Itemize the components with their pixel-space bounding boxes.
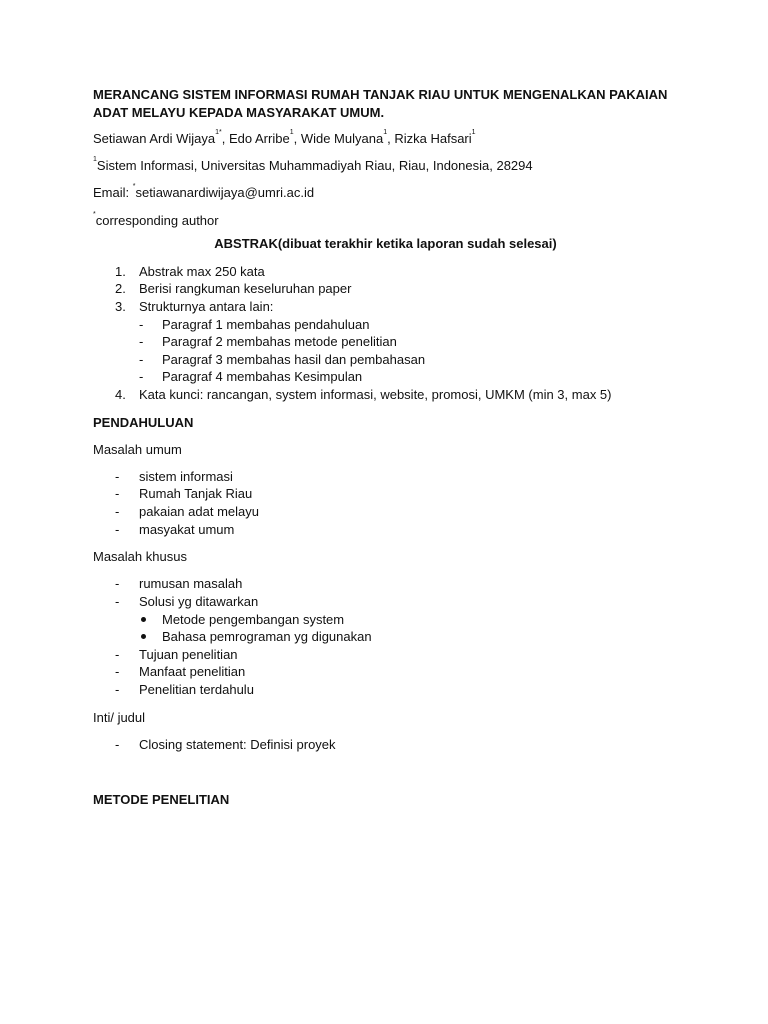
list-item bbox=[93, 628, 678, 646]
list-item-text: Paragraf 4 membahas Kesimpulan bbox=[162, 369, 363, 385]
list-item-text: Solusi yg ditawarkan bbox=[139, 594, 259, 610]
list-item bbox=[93, 351, 678, 369]
masalah-khusus-label: Masalah khusus bbox=[93, 549, 187, 565]
list-item-text: Bahasa pemrograman yg digunakan bbox=[162, 629, 372, 645]
list-item-text: Paragraf 1 membahas pendahuluan bbox=[162, 316, 370, 332]
abstract-heading: ABSTRAK(dibuat terakhir ketika laporan sudah selesai) bbox=[214, 236, 557, 252]
list-item-text: Tujuan penelitian bbox=[139, 646, 238, 662]
author-separator: , bbox=[387, 131, 395, 146]
inti-judul-list bbox=[93, 736, 678, 754]
author-superscript: 1* bbox=[215, 129, 222, 136]
paper-title: MERANCANG SISTEM INFORMASI RUMAH TANJAK RIAU UNTUK MENGENALKAN PAKAIAN ADAT MELAYU KEPADA MASYARAKAT UMUM. bbox=[93, 87, 668, 120]
list-marker: - bbox=[115, 594, 120, 610]
list-item bbox=[93, 333, 678, 351]
list-item bbox=[93, 280, 678, 298]
email-superscript: * bbox=[132, 183, 136, 191]
affiliation-text: Sistem Informasi, Universitas Muhammadiyah Riau, Riau, Indonesia, 28294 bbox=[96, 158, 533, 174]
bullet-icon bbox=[139, 611, 159, 629]
list-item bbox=[93, 736, 678, 754]
author-line bbox=[93, 130, 678, 148]
list-item bbox=[93, 386, 678, 404]
list-item-text: Paragraf 2 membahas metode penelitian bbox=[162, 334, 397, 350]
list-item-text: masyakat umum bbox=[139, 521, 235, 537]
list-item-text: Abstrak max 250 kata bbox=[139, 263, 265, 279]
list-marker: - bbox=[115, 576, 120, 592]
list-item bbox=[93, 611, 678, 629]
list-marker: - bbox=[139, 351, 144, 367]
list-marker: 2. bbox=[115, 281, 126, 297]
list-item bbox=[93, 575, 678, 593]
list-item bbox=[93, 263, 678, 281]
pendahuluan-heading: PENDAHULUAN bbox=[93, 414, 194, 430]
list-item-text: Paragraf 3 membahas hasil dan pembahasan bbox=[162, 351, 426, 367]
author-name: Wide Mulyana bbox=[300, 131, 384, 146]
list-marker: - bbox=[139, 369, 144, 385]
list-marker: 4. bbox=[115, 386, 126, 402]
list-item-text: Closing statement: Definisi proyek bbox=[139, 736, 336, 752]
author-superscript: 1 bbox=[383, 129, 388, 136]
list-marker: - bbox=[115, 486, 120, 502]
list-item bbox=[93, 663, 678, 681]
corresponding-superscript: * bbox=[93, 210, 96, 218]
document-page bbox=[93, 86, 678, 819]
list-marker: - bbox=[115, 521, 120, 537]
masalah-umum-label: Masalah umum bbox=[93, 441, 182, 457]
metode-penelitian-heading: METODE PENELITIAN bbox=[93, 792, 230, 808]
list-item-text: rumusan masalah bbox=[139, 576, 243, 592]
author-superscript: 1 bbox=[471, 129, 476, 136]
list-item-text: Manfaat penelitian bbox=[139, 664, 246, 680]
email-address: setiawanardiwijaya@umri.ac.id bbox=[135, 185, 315, 201]
list-item-text: Strukturnya antara lain: bbox=[139, 298, 274, 314]
list-item-text: pakaian adat melayu bbox=[139, 504, 259, 520]
list-item bbox=[93, 485, 678, 503]
list-marker: 1. bbox=[115, 263, 126, 279]
list-marker: - bbox=[115, 646, 120, 662]
list-item bbox=[93, 593, 678, 611]
list-marker: - bbox=[115, 664, 120, 680]
list-marker: 3. bbox=[115, 298, 126, 314]
list-marker: - bbox=[115, 468, 120, 484]
inti-judul-label: Inti/ judul bbox=[93, 709, 146, 725]
affiliation-line bbox=[93, 157, 678, 175]
list-item bbox=[93, 298, 678, 316]
blank-line bbox=[93, 763, 678, 791]
list-item-text: Metode pengembangan system bbox=[162, 611, 345, 627]
affiliation-superscript: 1 bbox=[93, 156, 97, 164]
corresponding-author-line bbox=[93, 212, 678, 230]
author-superscript: 1 bbox=[289, 129, 294, 136]
list-item-text: Kata kunci: rancangan, system informasi, website, promosi, UMKM (min 3, max 5) bbox=[139, 386, 612, 402]
email-label: Email: bbox=[93, 185, 133, 201]
masalah-khusus-list bbox=[93, 575, 678, 698]
list-item bbox=[93, 521, 678, 539]
email-line bbox=[93, 184, 678, 202]
list-marker: - bbox=[139, 316, 144, 332]
author-name: Setiawan Ardi Wijaya bbox=[93, 131, 216, 146]
list-item bbox=[93, 503, 678, 521]
list-item-text: Rumah Tanjak Riau bbox=[139, 486, 253, 502]
list-item bbox=[93, 681, 678, 699]
list-marker: - bbox=[115, 682, 120, 697]
author-name: Edo Arribe bbox=[228, 131, 290, 146]
list-marker: - bbox=[115, 736, 120, 752]
list-item-text: sistem informasi bbox=[139, 468, 233, 484]
list-item-text: Penelitian terdahulu bbox=[139, 682, 254, 697]
list-item bbox=[93, 316, 678, 334]
list-item-text: Berisi rangkuman keseluruhan paper bbox=[139, 281, 352, 297]
abstract-list bbox=[93, 263, 678, 404]
masalah-umum-list bbox=[93, 468, 678, 538]
author-separator: , bbox=[221, 131, 229, 146]
list-item bbox=[93, 368, 678, 386]
author-name: Rizka Hafsari bbox=[394, 131, 472, 146]
list-item bbox=[93, 468, 678, 486]
list-item bbox=[93, 646, 678, 664]
list-marker: - bbox=[139, 334, 144, 350]
bullet-icon bbox=[139, 628, 159, 646]
author-separator: , bbox=[293, 131, 301, 146]
list-marker: - bbox=[115, 504, 120, 520]
corresponding-text: corresponding author bbox=[95, 212, 219, 228]
